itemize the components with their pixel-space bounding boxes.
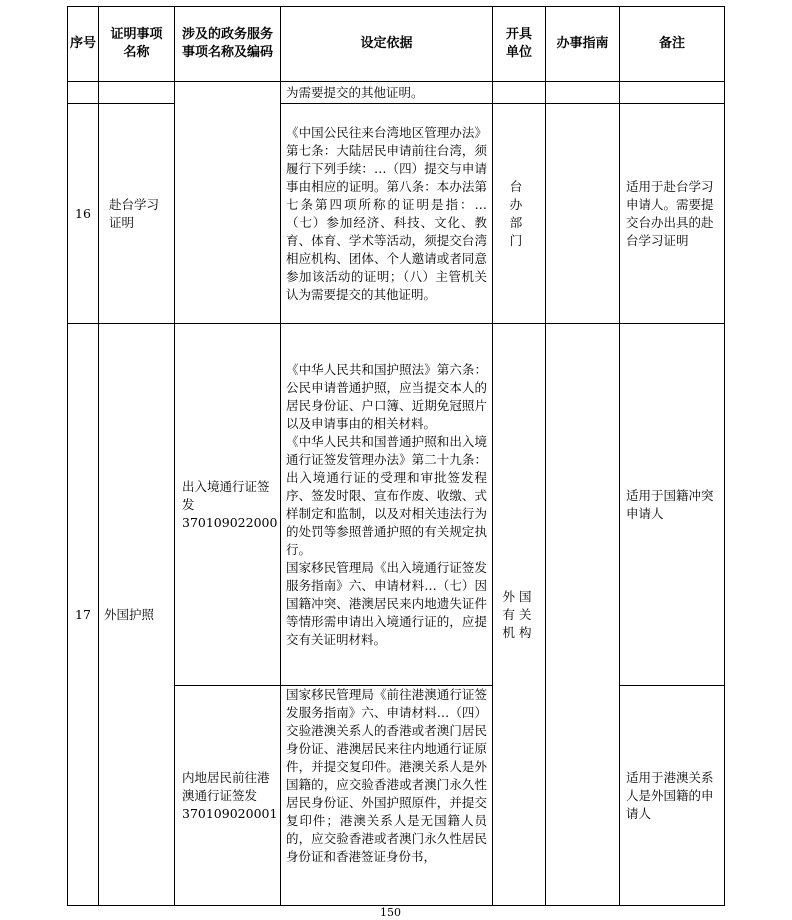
row17-item2-remark: 适用于港澳关系人是外国籍的申请人 [620, 686, 725, 906]
row17-issuer: 外国有关机构 [493, 324, 546, 906]
header-basis: 设定依据 [281, 7, 493, 82]
row17-item1-basis [281, 324, 493, 686]
table-row-17a [68, 324, 725, 686]
header-cert-name: 证明事项名称 [99, 7, 175, 82]
row17-item1-remark: 适用于国籍冲突申请人 [620, 324, 725, 686]
header-gov-service: 涉及的政务服务事项名称及编码 [175, 7, 281, 82]
row17-item2-service-cell [175, 686, 281, 906]
row17-name: 外国护照 [99, 324, 175, 906]
continuation-row [68, 82, 725, 104]
header-guide: 办事指南 [546, 7, 620, 82]
row16-remark: 适用于赴台学习申请人。需要提交台办出具的赴台学习证明 [620, 104, 725, 324]
basis-paragraph: 国家移民管理局《前往港澳通行证签发服务指南》六、申请材料…（四）交验港澳关系人的香港或者澳门居民身份证、港澳居民来往内地通行证原件，并提交复印件。港澳关系人是外国籍的，应交验香港或者澳门永久性居民身份证、外国护照原件，并提交复印件；港澳关系人是无国籍人员的，应交验香港或者澳门永久性居民身份证和香港签证身份书， [286, 687, 487, 864]
row17-item1-code: 370109022000 [182, 514, 278, 530]
row17-item2-code: 370109020001 [182, 805, 278, 821]
continuation-basis: 为需要提交的其他证明。 [281, 82, 493, 104]
row16-issuer: 台办部门 [493, 104, 546, 324]
row16-basis: 《中国公民往来台湾地区管理办法》第七条：大陆居民申请前往台湾，须履行下列手续：…（四）提交与申请事由相应的证明。第八条：本办法第七条第四项所称的证明是指：…（七）参加经济、科技、文化、教育、体育、学术等活动，须提交台湾相应机构、团体、个人邀请或者同意参加该活动的证明；（八）主管机关认为需要提交的其他证明。 [281, 104, 493, 324]
row17-seq: 17 [68, 324, 99, 906]
certificate-table [67, 6, 725, 906]
row16-guide [546, 104, 620, 324]
row17-item2-service: 内地居民前往港澳通行证签发 [182, 769, 270, 803]
basis-paragraph: 国家移民管理局《出入境通行证签发服务指南》六、申请材料…（七）因国籍冲突、港澳居民来内地遗失证件等情形需申请出入境通行证的，应提交有关证明材料。 [286, 559, 487, 647]
page-number: 150 [380, 906, 401, 919]
basis-paragraph: 《中华人民共和国普通护照和出入境通行证签发管理办法》第二十九条：出入境通行证的受理和审批签发程序、签发时限、宣布作废、收缴、式样制定和监制，以及对相关违法行为的处罚等参照普通护照的有关规定执行。 [286, 433, 487, 557]
row17-item1-service-cell [175, 324, 281, 686]
row17-item2-basis [281, 686, 493, 906]
table-row-16 [68, 104, 725, 324]
row17-guide [546, 324, 620, 906]
basis-paragraph: 《中华人民共和国护照法》第六条：公民申请普通护照，应当提交本人的居民身份证、户口簿、近期免冠照片以及申请事由的相关材料。 [286, 361, 487, 431]
row16-service-cell [175, 82, 281, 324]
row17-item1-service: 出入境通行证签发 [182, 478, 270, 512]
row16-name: 赴台学习证明 [99, 104, 175, 324]
header-row [68, 7, 725, 82]
header-remark: 备注 [620, 7, 725, 82]
header-seq: 序号 [68, 7, 99, 82]
row16-seq: 16 [68, 104, 99, 324]
header-issuer: 开具单位 [493, 7, 546, 82]
